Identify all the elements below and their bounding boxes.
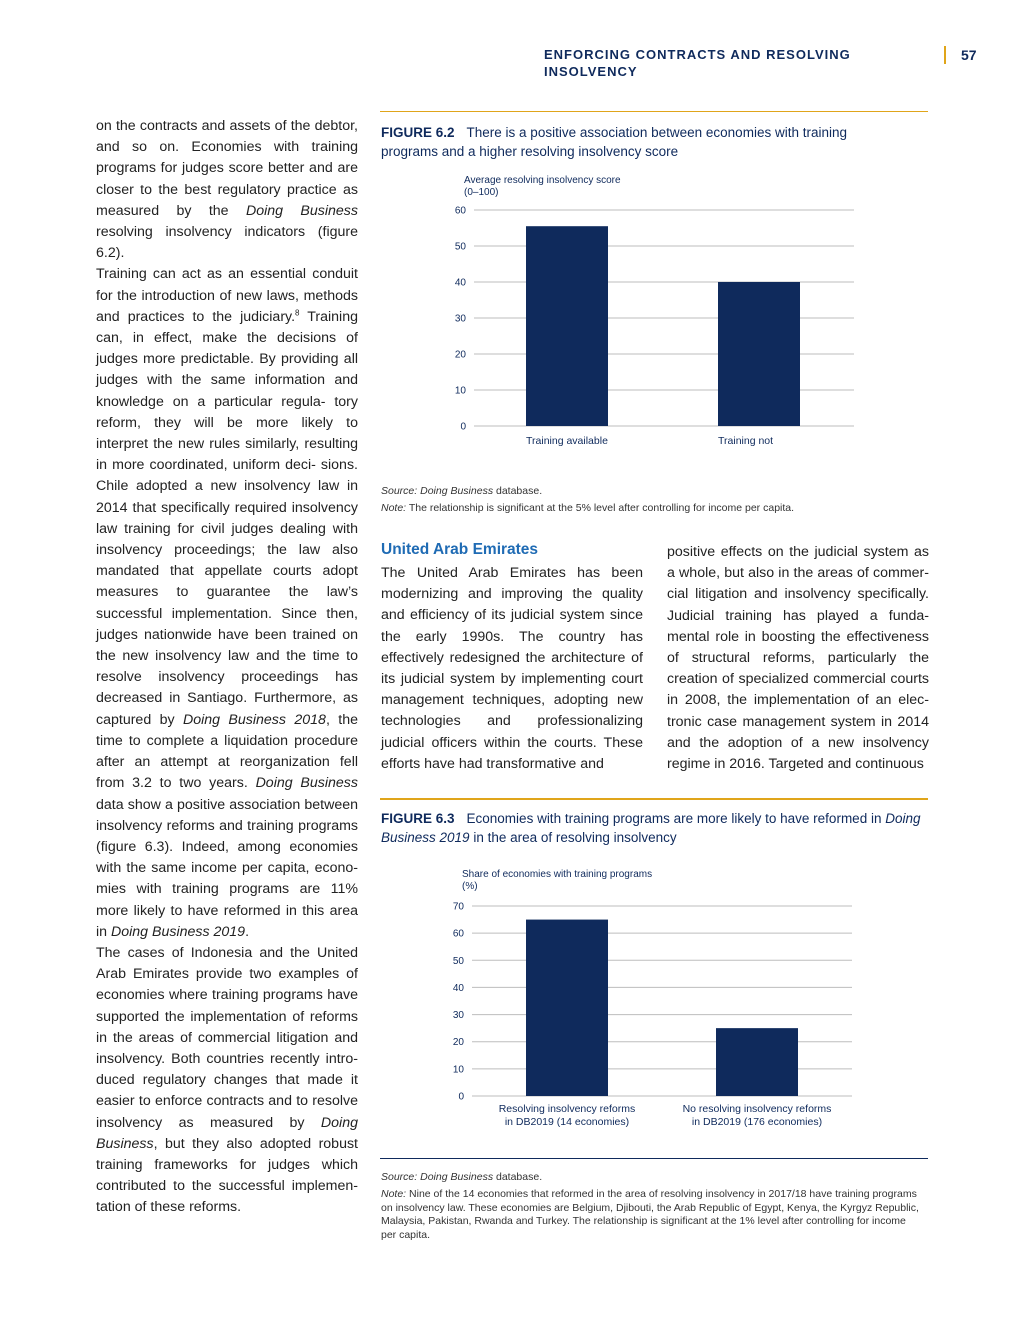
text: , the time to complete a liquidation procedure after an attempt at reorganization fell from 3.2 to two years. bbox=[96, 711, 358, 792]
paragraph-1 bbox=[96, 116, 358, 264]
bar bbox=[526, 920, 608, 1096]
y-tick-label: 10 bbox=[452, 1064, 464, 1076]
note-text: The relationship is significant at the 5% level after controlling for income per capita. bbox=[406, 502, 795, 514]
text: data show a positive association between insolvency reforms and training programs (figure 6.3). Indeed, among economies with the same income per capita, econo- mies with training programs are 11% more likely to have reformed in this area in bbox=[96, 796, 358, 940]
y-tick-label: 0 bbox=[460, 421, 466, 433]
bar bbox=[526, 226, 608, 426]
y-tick-label: 50 bbox=[452, 955, 464, 967]
y-tick-label: 60 bbox=[454, 205, 466, 217]
text-italic: Doing Business bbox=[255, 775, 358, 792]
x-tick-label: in DB2019 (176 economies) bbox=[691, 1116, 823, 1128]
text-italic: Doing Business 2018 bbox=[182, 711, 326, 728]
figure-caption: There is a positive association between economies with training programs and a higher resolving insolvency score bbox=[381, 125, 847, 159]
text-italic: Doing Business bbox=[245, 202, 358, 219]
page-number: 57 bbox=[961, 47, 977, 63]
text: Training can, in effect, make the decisions of judges more predictable. By providing all judges with the same information and knowledge on a particular regula- tory reform, they will be more likely to interpret the new rules similarly, resulting in more coordinated, uniform deci- sions. Chile adopted a new insolvency law in 2014 that specifically required insolvency law training for civil judges dealing with insolvency proceedings; the law also mandated that appellate courts adopt measures to guarantee the law’s successful implementation. Since then, judges nationwide have been trained on the new insolvency law and the time to resolve insolvency proceedings has decreased in Santiago. Furthermore, as captured by bbox=[96, 308, 358, 728]
section-heading: United Arab Emirates bbox=[381, 541, 539, 558]
y-tick-label: 0 bbox=[458, 1091, 464, 1103]
x-tick-label: Resolving insolvency reforms bbox=[498, 1103, 636, 1115]
figure-6-3-bottom-rule bbox=[380, 1158, 928, 1159]
text: Training can act as an essential conduit for the introduction of new laws, methods and practices to the judiciary. bbox=[96, 266, 358, 325]
bar bbox=[718, 282, 800, 426]
source-text: database. bbox=[493, 485, 543, 497]
figure-6-2-source bbox=[381, 485, 921, 499]
figure-6-3-title bbox=[381, 809, 921, 847]
top-rule bbox=[380, 111, 928, 112]
y-tick-label: 30 bbox=[454, 313, 466, 325]
y-tick-label: 50 bbox=[454, 241, 466, 253]
text-italic: Doing Business 2019 bbox=[110, 923, 246, 940]
x-tick-label: No resolving insolvency reforms bbox=[682, 1103, 832, 1115]
right-column bbox=[667, 542, 929, 775]
figure-6-3-chart bbox=[380, 862, 928, 1142]
y-tick-label: 30 bbox=[452, 1010, 464, 1022]
middle-column bbox=[381, 563, 643, 775]
figure-6-3-top-rule bbox=[380, 798, 928, 800]
footnote-ref: 8 bbox=[295, 308, 300, 318]
paragraph-uae-2: positive effects on the judicial system as a whole, but also in the areas of commer- cial litigation and insolvency specifically. Judicial training has played a funda- mental role in boosting the effectiveness of structural reforms, particularly the creation of specialized commercial courts in 2008, the implementation of an elec- tronic case management system in 2014 and the adoption of a new insolvency regime in 2016. Targeted and continuous bbox=[667, 544, 929, 773]
y-axis-title: Share of economies with training programs bbox=[462, 869, 653, 880]
text: on the contracts and assets of the debtor, and so on. Economies with training programs for judges score better and are closer to the best regulatory practice as measured by the bbox=[96, 118, 358, 219]
running-header: ENFORCING CONTRACTS AND RESOLVING INSOLVENCY bbox=[544, 47, 851, 79]
figure-6-2-title bbox=[381, 123, 901, 161]
y-tick-label: 10 bbox=[454, 385, 466, 397]
y-axis-title: Average resolving insolvency score bbox=[464, 175, 621, 186]
figure-label: FIGURE 6.3 bbox=[381, 811, 455, 826]
figure-caption: Economies with training programs are more likely to have reformed in bbox=[466, 811, 886, 826]
left-column bbox=[96, 116, 358, 1219]
y-tick-label: 20 bbox=[452, 1037, 464, 1049]
note-text: Nine of the 14 economies that reformed in the area of resolving insolvency in 2017/18 have training programs on insolvency law. These economies are Belgium, Djibouti, the Arab Republic of Egypt, Kenya, the Kyrgyz Republic, Malaysia, Pakistan, Rwanda and Turkey. The relationship is significant at the 1% level after controlling for income per capita. bbox=[381, 1188, 919, 1241]
y-tick-label: 70 bbox=[452, 901, 464, 913]
y-tick-label: 40 bbox=[452, 982, 464, 994]
source-db: Doing Business bbox=[420, 1171, 494, 1183]
text: resolving insolvency indicators (figure 6.2). bbox=[96, 224, 358, 262]
paragraph-2 bbox=[96, 264, 358, 943]
header-divider bbox=[944, 46, 946, 64]
source-label: Source: bbox=[381, 1171, 418, 1183]
text: . bbox=[245, 923, 250, 940]
source-text: database. bbox=[493, 1171, 543, 1183]
x-tick-label: Training available bbox=[526, 435, 608, 447]
text: , but they also adopted robust training frameworks for judges which contributed to the successful implemen- tation of these reforms. bbox=[96, 1135, 358, 1216]
figure-6-3-note bbox=[381, 1188, 921, 1242]
paragraph-3 bbox=[96, 943, 358, 1219]
note-label: Note: bbox=[381, 502, 407, 514]
figure-caption: in the area of resolving insolvency bbox=[469, 830, 677, 845]
bar bbox=[716, 1028, 798, 1096]
y-tick-label: 20 bbox=[454, 349, 466, 361]
x-tick-label: in DB2019 (14 economies) bbox=[504, 1116, 630, 1128]
text: The cases of Indonesia and the United Arab Emirates provide two examples of economies where training programs have supported the implementation of reforms in the areas of commercial litigation and insolvency. Both countries recently intro- duced regulatory changes that made it easier to enforce contracts and to resolve insolvency as measured by bbox=[96, 944, 358, 1131]
figure-caption-italic: Doing Business 2019 bbox=[381, 811, 921, 845]
figure-6-2-note bbox=[381, 502, 921, 516]
y-tick-label: 60 bbox=[452, 928, 464, 940]
paragraph-uae-1: The United Arab Emirates has been modernizing and improving the quality and efficiency of its judicial system since the early 1990s. The country has effectively redesigned the architecture of its judicial system by implementing court management techniques, adopting new technologies and professionalizing judicial officers within the courts. These efforts have had transformative and bbox=[381, 565, 643, 772]
note-label: Note: bbox=[381, 1188, 407, 1200]
figure-6-3-source bbox=[381, 1171, 921, 1185]
source-db: Doing Business bbox=[420, 485, 494, 497]
source-label: Source: bbox=[381, 485, 418, 497]
text-italic: Doing Business bbox=[96, 1114, 358, 1152]
figure-label: FIGURE 6.2 bbox=[381, 125, 455, 140]
figure-6-2-chart bbox=[380, 168, 928, 473]
x-tick-label: Training not bbox=[718, 435, 774, 447]
y-axis-title: (%) bbox=[462, 881, 478, 892]
y-axis-title: (0–100) bbox=[464, 187, 499, 198]
y-tick-label: 40 bbox=[454, 277, 466, 289]
